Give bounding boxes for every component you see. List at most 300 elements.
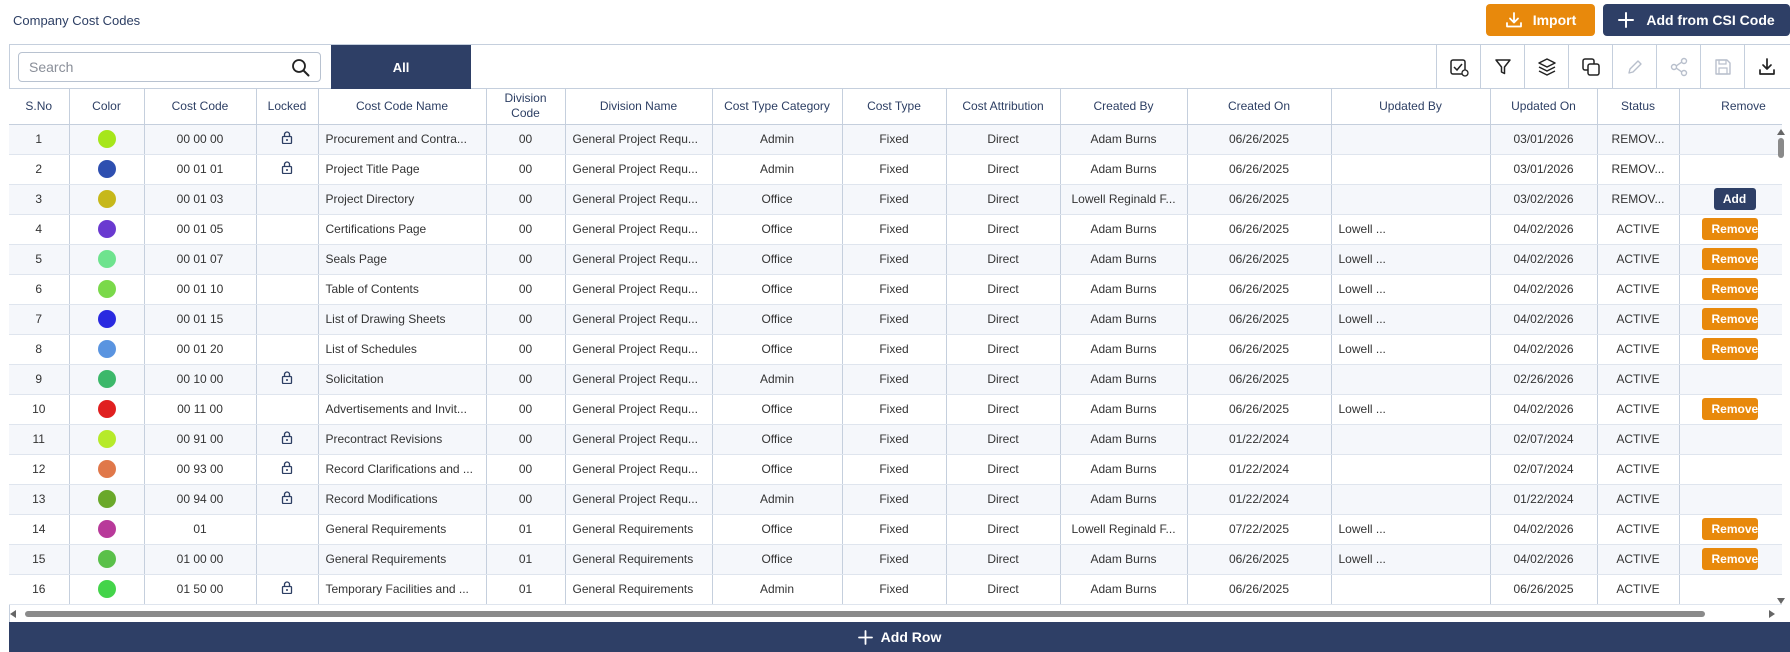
header-status[interactable]: Status [1597,89,1679,124]
cell-remove [1679,214,1782,244]
header-color[interactable]: Color [69,89,144,124]
cell-status: REMOV... [1597,184,1679,214]
cell-updated-on: 04/02/2026 [1490,544,1597,574]
cell-cost-attribution: Direct [946,394,1060,424]
remove-button[interactable]: Remove [1702,278,1758,300]
cell-cost-type-category: Admin [712,484,842,514]
cell-division-name: General Project Requ... [565,454,712,484]
cell-created-on: 06/26/2025 [1187,244,1331,274]
vertical-scrollbar[interactable] [1776,128,1786,606]
cell-cost-attribution: Direct [946,574,1060,604]
lock-icon [281,431,293,444]
cell-cost-attribution: Direct [946,544,1060,574]
cell-cost-code: 00 01 20 [144,334,256,364]
cell-cost-code: 00 01 03 [144,184,256,214]
cell-cost-code-name: Procurement and Contra... [318,124,486,154]
color-swatch[interactable] [98,340,116,358]
cell-created-by: Adam Burns [1060,364,1187,394]
color-swatch[interactable] [98,370,116,388]
cell-updated-on: 03/01/2026 [1490,154,1597,184]
table-row[interactable] [9,154,1782,184]
add-row-button[interactable] [9,622,1790,652]
cell-cost-attribution: Direct [946,484,1060,514]
cell-cost-code: 00 93 00 [144,454,256,484]
search-icon[interactable] [291,58,310,77]
edit-button[interactable] [1612,45,1656,89]
header-locked[interactable]: Locked [256,89,318,124]
cell-updated-by: Lowell ... [1331,244,1490,274]
cell-cost-type-category: Admin [712,574,842,604]
header-division-name[interactable]: Division Name [565,89,712,124]
cell-updated-by: Lowell ... [1331,304,1490,334]
cell-cost-type-category: Office [712,424,842,454]
header-created-on[interactable]: Created On [1187,89,1331,124]
search-box [18,52,321,82]
cell-cost-attribution: Direct [946,154,1060,184]
color-swatch[interactable] [98,490,116,508]
cell-sno: 16 [9,574,69,604]
header-division-code[interactable]: Division Code [486,89,565,124]
share-icon [1669,57,1689,77]
cell-cost-attribution: Direct [946,454,1060,484]
cell-cost-type-category: Office [712,394,842,424]
cell-sno: 15 [9,544,69,574]
tab-all[interactable]: All [331,45,471,89]
cell-cost-type: Fixed [842,274,946,304]
table-body [9,124,1782,604]
cell-created-on: 06/26/2025 [1187,184,1331,214]
color-swatch[interactable] [98,160,116,178]
color-swatch[interactable] [98,250,116,268]
cell-remove [1679,274,1782,304]
cell-status: ACTIVE [1597,454,1679,484]
remove-button[interactable]: Remove [1702,248,1758,270]
cell-cost-code: 01 50 00 [144,574,256,604]
cell-created-on: 06/26/2025 [1187,334,1331,364]
cell-remove [1679,544,1782,574]
cell-sno: 5 [9,244,69,274]
table-row[interactable] [9,334,1782,364]
cell-cost-attribution: Direct [946,274,1060,304]
cell-color[interactable] [69,574,144,604]
cell-color[interactable] [69,334,144,364]
cell-created-on: 06/26/2025 [1187,394,1331,424]
cell-cost-type: Fixed [842,244,946,274]
cell-status: ACTIVE [1597,274,1679,304]
cell-locked [256,454,318,484]
cell-division-name: General Project Requ... [565,124,712,154]
cell-color[interactable] [69,364,144,394]
plus-icon [1618,12,1634,28]
cell-created-by: Adam Burns [1060,544,1187,574]
cell-remove [1679,304,1782,334]
header-cost-attribution[interactable]: Cost Attribution [946,89,1060,124]
cell-updated-on: 04/02/2026 [1490,514,1597,544]
cell-cost-code-name: Project Title Page [318,154,486,184]
cell-remove [1679,484,1782,514]
cell-cost-attribution: Direct [946,334,1060,364]
cell-cost-code-name: Record Clarifications and ... [318,454,486,484]
cell-created-by: Adam Burns [1060,124,1187,154]
remove-button[interactable]: Remove [1702,518,1758,540]
cell-cost-type: Fixed [842,124,946,154]
color-swatch[interactable] [98,400,116,418]
cell-updated-by [1331,154,1490,184]
cell-updated-by [1331,124,1490,154]
cell-division-name: General Project Requ... [565,274,712,304]
cell-locked [256,244,318,274]
cell-cost-attribution: Direct [946,244,1060,274]
table-row[interactable] [9,544,1782,574]
cell-color[interactable] [69,184,144,214]
save-icon [1714,58,1732,76]
import-icon [1505,12,1523,28]
cell-updated-by: Lowell ... [1331,514,1490,544]
cell-sno: 12 [9,454,69,484]
cell-remove [1679,424,1782,454]
cell-cost-type-category: Office [712,274,842,304]
cell-locked [256,364,318,394]
cell-locked [256,574,318,604]
cell-cost-code-name: Certifications Page [318,214,486,244]
cell-updated-by [1331,484,1490,514]
cell-color[interactable] [69,244,144,274]
cell-created-on: 06/26/2025 [1187,124,1331,154]
cell-cost-code-name: List of Drawing Sheets [318,304,486,334]
import-button[interactable] [1486,4,1595,36]
lock-icon [281,371,293,384]
cost-codes-table [9,89,1782,605]
cell-cost-attribution: Direct [946,514,1060,544]
table-row[interactable] [9,394,1782,424]
cell-updated-on: 02/26/2026 [1490,364,1597,394]
cell-division-code: 00 [486,334,565,364]
copy-icon [1581,57,1601,77]
cell-cost-code: 00 11 00 [144,394,256,424]
cell-sno: 2 [9,154,69,184]
cell-division-code: 00 [486,484,565,514]
cell-division-name: General Project Requ... [565,244,712,274]
cell-division-code: 01 [486,544,565,574]
cell-cost-code: 00 10 00 [144,364,256,394]
cell-cost-code-name: Precontract Revisions [318,424,486,454]
table-row[interactable] [9,514,1782,544]
cell-created-by: Adam Burns [1060,424,1187,454]
lock-icon [281,581,293,594]
cell-remove [1679,154,1782,184]
table-row[interactable] [9,214,1782,244]
color-swatch[interactable] [98,580,116,598]
cell-locked [256,304,318,334]
cell-division-name: General Project Requ... [565,364,712,394]
cell-cost-type: Fixed [842,364,946,394]
lock-icon [281,131,293,144]
header-cost-code[interactable]: Cost Code [144,89,256,124]
cell-created-by: Adam Burns [1060,274,1187,304]
page-header [0,0,1790,42]
cell-division-code: 01 [486,514,565,544]
cell-cost-code-name: Solicitation [318,364,486,394]
color-swatch[interactable] [98,310,116,328]
cell-locked [256,424,318,454]
page-title: Company Cost Codes [13,13,141,28]
remove-button[interactable]: Remove [1702,218,1758,240]
cell-status: ACTIVE [1597,214,1679,244]
cell-cost-type-category: Admin [712,154,842,184]
search-input[interactable] [29,58,279,76]
cell-cost-code-name: General Requirements [318,514,486,544]
cell-division-name: General Requirements [565,544,712,574]
cell-cost-type-category: Office [712,214,842,244]
filter-button[interactable] [1480,45,1524,89]
cell-division-code: 00 [486,394,565,424]
cell-status: ACTIVE [1597,334,1679,364]
header-cost-type-category[interactable]: Cost Type Category [712,89,842,124]
table-row[interactable] [9,364,1782,394]
lock-icon [281,161,293,174]
cell-division-name: General Requirements [565,574,712,604]
cell-cost-type-category: Office [712,514,842,544]
cell-created-on: 01/22/2024 [1187,484,1331,514]
cell-cost-code: 00 01 01 [144,154,256,184]
cell-status: ACTIVE [1597,244,1679,274]
cell-sno: 1 [9,124,69,154]
cell-locked [256,514,318,544]
cell-division-name: General Project Requ... [565,214,712,244]
cell-sno: 14 [9,514,69,544]
cell-color[interactable] [69,124,144,154]
cell-division-code: 00 [486,454,565,484]
color-swatch[interactable] [98,190,116,208]
cell-cost-type-category: Office [712,304,842,334]
cell-updated-on: 03/01/2026 [1490,124,1597,154]
cell-cost-type-category: Office [712,184,842,214]
column-chooser-button[interactable] [1436,45,1480,89]
cell-status: ACTIVE [1597,514,1679,544]
table-header-row [9,89,1782,124]
cell-cost-code-name: Project Directory [318,184,486,214]
cell-division-code: 00 [486,424,565,454]
remove-button[interactable]: Remove [1702,398,1758,420]
cell-remove [1679,514,1782,544]
cell-cost-code: 00 01 10 [144,274,256,304]
cell-status: REMOV... [1597,124,1679,154]
cell-cost-type: Fixed [842,334,946,364]
cell-cost-attribution: Direct [946,304,1060,334]
header-remove[interactable]: Remove [1679,89,1782,124]
cell-locked [256,484,318,514]
cell-status: ACTIVE [1597,424,1679,454]
cell-cost-code: 01 [144,514,256,544]
cell-remove [1679,334,1782,364]
table-row[interactable] [9,484,1782,514]
cell-division-code: 00 [486,364,565,394]
color-swatch[interactable] [98,280,116,298]
grid-toolbar [9,45,1790,89]
cell-created-on: 06/26/2025 [1187,214,1331,244]
cell-status: REMOV... [1597,154,1679,184]
cell-updated-by [1331,574,1490,604]
table-row[interactable] [9,574,1782,604]
download-icon [1757,57,1777,77]
cell-cost-type-category: Office [712,544,842,574]
cell-sno: 6 [9,274,69,304]
cell-cost-type: Fixed [842,544,946,574]
cell-created-on: 01/22/2024 [1187,424,1331,454]
cell-sno: 3 [9,184,69,214]
cell-created-by: Lowell Reginald F... [1060,514,1187,544]
cell-locked [256,124,318,154]
add-row-label: Add Row [880,629,942,645]
cell-division-code: 00 [486,274,565,304]
table-row[interactable] [9,244,1782,274]
cell-created-by: Adam Burns [1060,484,1187,514]
add-from-csi-button[interactable] [1603,4,1790,36]
cell-updated-on: 04/02/2026 [1490,244,1597,274]
cell-cost-code-name: General Requirements [318,544,486,574]
color-swatch[interactable] [98,430,116,448]
cell-cost-type: Fixed [842,184,946,214]
header-cost-code-name[interactable]: Cost Code Name [318,89,486,124]
cell-cost-attribution: Direct [946,424,1060,454]
cell-division-code: 00 [486,214,565,244]
color-swatch[interactable] [98,220,116,238]
cell-division-code: 00 [486,124,565,154]
table-row[interactable] [9,124,1782,154]
cell-division-code: 00 [486,184,565,214]
cell-color[interactable] [69,544,144,574]
cell-color[interactable] [69,484,144,514]
cell-updated-on: 04/02/2026 [1490,214,1597,244]
cell-cost-attribution: Direct [946,124,1060,154]
cell-cost-code-name: Temporary Facilities and ... [318,574,486,604]
cell-cost-type-category: Office [712,244,842,274]
cell-updated-by [1331,454,1490,484]
share-button[interactable] [1656,45,1700,89]
save-button[interactable] [1700,45,1744,89]
layers-button[interactable] [1524,45,1568,89]
table-row[interactable] [9,454,1782,484]
cell-locked [256,184,318,214]
cell-color[interactable] [69,304,144,334]
cell-updated-on: 02/07/2024 [1490,424,1597,454]
download-button[interactable] [1744,45,1788,89]
cell-division-name: General Project Requ... [565,304,712,334]
cell-created-on: 06/26/2025 [1187,274,1331,304]
cell-updated-on: 04/02/2026 [1490,274,1597,304]
table-row[interactable] [9,304,1782,334]
cell-color[interactable] [69,274,144,304]
cell-cost-attribution: Direct [946,184,1060,214]
color-swatch[interactable] [98,130,116,148]
cell-cost-code-name: Table of Contents [318,274,486,304]
filter-icon [1494,58,1512,76]
cell-division-code: 01 [486,574,565,604]
cell-updated-on: 02/07/2024 [1490,454,1597,484]
cell-color[interactable] [69,514,144,544]
cell-cost-type: Fixed [842,394,946,424]
import-label: Import [1532,12,1577,28]
cell-sno: 10 [9,394,69,424]
color-swatch[interactable] [98,520,116,538]
cell-cost-type-category: Admin [712,124,842,154]
plus-icon [858,630,873,645]
horizontal-scrollbar[interactable] [9,608,1782,620]
cell-updated-on: 01/22/2024 [1490,484,1597,514]
lock-icon [281,461,293,474]
cell-updated-by: Lowell ... [1331,544,1490,574]
cell-cost-code: 00 91 00 [144,424,256,454]
table-row[interactable] [9,274,1782,304]
header-updated-on[interactable]: Updated On [1490,89,1597,124]
cell-cost-type-category: Admin [712,364,842,394]
cell-sno: 7 [9,304,69,334]
cell-division-code: 00 [486,244,565,274]
cell-cost-type: Fixed [842,154,946,184]
add-button[interactable]: Add [1714,188,1756,210]
cell-remove [1679,184,1782,214]
cell-created-on: 06/26/2025 [1187,364,1331,394]
cell-cost-code-name: Advertisements and Invit... [318,394,486,424]
cell-updated-by: Lowell ... [1331,214,1490,244]
cell-created-by: Lowell Reginald F... [1060,184,1187,214]
cell-color[interactable] [69,424,144,454]
remove-button[interactable]: Remove [1702,308,1758,330]
cell-cost-code: 00 01 07 [144,244,256,274]
cell-updated-on: 04/02/2026 [1490,394,1597,424]
cell-status: ACTIVE [1597,364,1679,394]
header-updated-by[interactable]: Updated By [1331,89,1490,124]
cell-remove [1679,454,1782,484]
cost-codes-grid [9,89,1782,605]
cell-cost-code: 01 00 00 [144,544,256,574]
remove-button[interactable]: Remove [1702,338,1758,360]
cell-color[interactable] [69,394,144,424]
edit-icon [1626,58,1644,76]
remove-button[interactable]: Remove [1702,548,1758,570]
cell-cost-code: 00 00 00 [144,124,256,154]
color-swatch[interactable] [98,460,116,478]
cell-cost-type: Fixed [842,454,946,484]
header-created-by[interactable]: Created By [1060,89,1187,124]
cell-division-name: General Project Requ... [565,394,712,424]
cell-remove [1679,124,1782,154]
cell-division-name: General Requirements [565,514,712,544]
cell-updated-on: 03/02/2026 [1490,184,1597,214]
copy-button[interactable] [1568,45,1612,89]
cell-status: ACTIVE [1597,304,1679,334]
cell-division-name: General Project Requ... [565,154,712,184]
color-swatch[interactable] [98,550,116,568]
cell-division-name: General Project Requ... [565,184,712,214]
cell-color[interactable] [69,454,144,484]
header-cost-type[interactable]: Cost Type [842,89,946,124]
cell-sno: 4 [9,214,69,244]
cell-remove [1679,574,1782,604]
table-row[interactable] [9,184,1782,214]
table-row[interactable] [9,424,1782,454]
header-sno[interactable]: S.No [9,89,69,124]
cell-cost-type-category: Office [712,334,842,364]
cell-created-by: Adam Burns [1060,244,1187,274]
cell-updated-by [1331,424,1490,454]
cell-color[interactable] [69,214,144,244]
cell-status: ACTIVE [1597,544,1679,574]
cell-color[interactable] [69,154,144,184]
cell-updated-on: 04/02/2026 [1490,304,1597,334]
cell-cost-code: 00 94 00 [144,484,256,514]
cell-locked [256,334,318,364]
